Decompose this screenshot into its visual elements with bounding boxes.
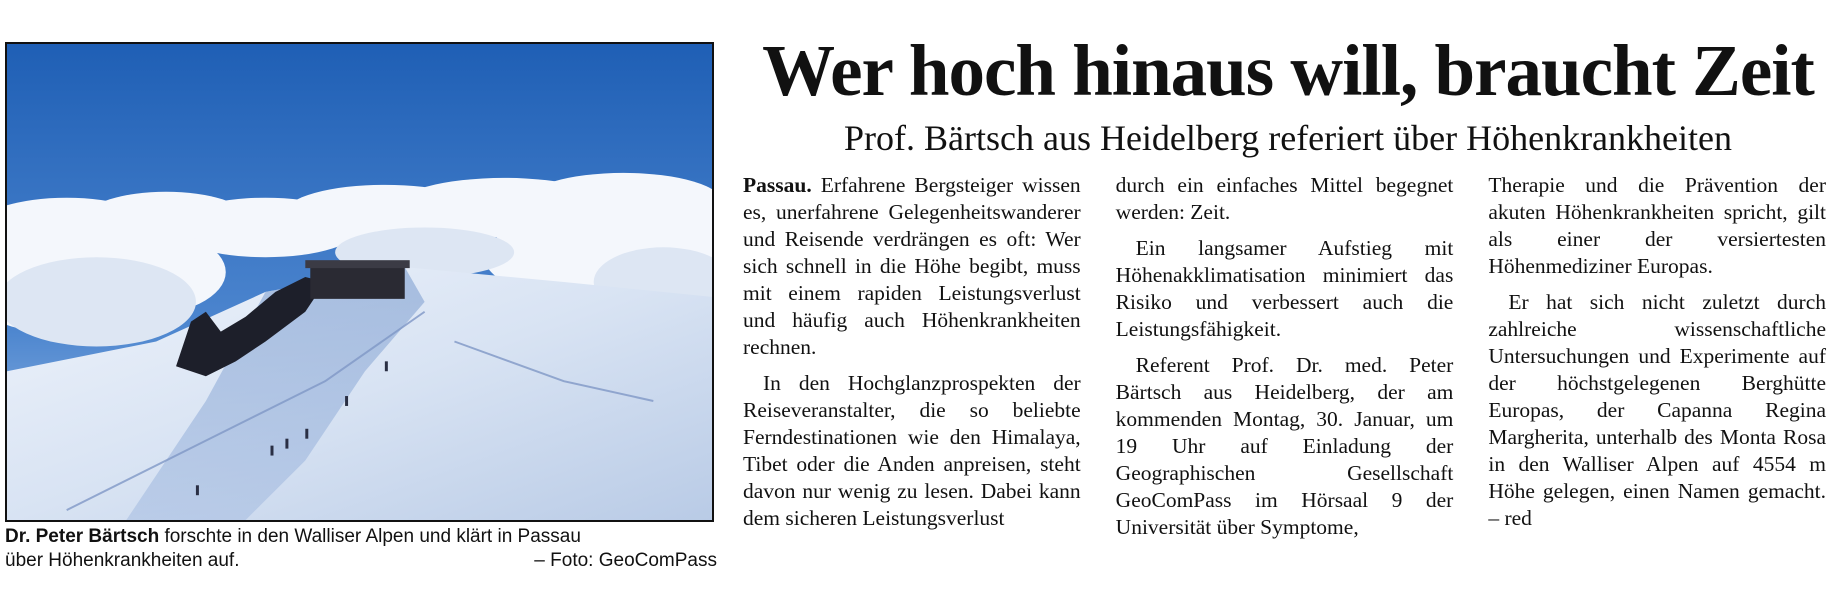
paragraph: Therapie und die Prävention der akuten Höhenkrankheiten spricht, gilt als einer der versiertesten Höhenmediziner Europas. bbox=[1488, 173, 1827, 278]
article-body bbox=[743, 172, 1826, 550]
caption-name: Dr. Peter Bärtsch bbox=[5, 526, 160, 547]
paragraph: durch ein einfaches Mittel begegnet werden: Zeit. bbox=[1115, 173, 1454, 224]
paragraph-text: Er hat sich nicht zuletzt durch zahlreiche wissenschaftliche Untersuchungen und Experimente auf der höchstgelegenen Berghütte Europas, der Capanna Regina Margherita, unterhalb des Monta Rosa in den Walliser Alpen auf 4554 m Höhe gelegen, einen Namen gemacht. bbox=[1488, 290, 1827, 503]
mountain-hut-photo bbox=[7, 44, 712, 520]
caption-line-2 bbox=[5, 549, 717, 573]
caption-line-1 bbox=[5, 525, 717, 549]
caption-text: forschte in den Walliser Alpen und klärt in Passau bbox=[159, 526, 581, 547]
column-3 bbox=[1488, 172, 1826, 550]
dateline: Passau. bbox=[743, 173, 812, 197]
paragraph: Referent Prof. Dr. med. Peter Bärtsch aus Heidelberg, der am kommenden Montag, 30. Januar, um 19 Uhr auf Einladung der Geographischen Gesellschaft GeoComPass im Hörsaal 9 der Universität über Symptome, bbox=[1115, 353, 1454, 539]
column-2 bbox=[1116, 172, 1454, 550]
paragraph-text: Erfahrene Bergsteiger wissen es, unerfahrene Gelegenheitswanderer und Reisende verdrängen es oft: Wer sich schnell in die Höhe begibt, muss mit einem rapiden Leistungsverlust und häufig auch Höhenkrankheiten rechnen. bbox=[743, 173, 1081, 359]
photo-credit: – Foto: GeoComPass bbox=[534, 550, 717, 571]
photo-caption bbox=[5, 525, 717, 573]
column-1 bbox=[743, 172, 1081, 550]
subheadline: Prof. Bärtsch aus Heidelberg referiert über Höhenkrankheiten bbox=[844, 118, 1732, 158]
article-photo bbox=[5, 42, 714, 522]
paragraph bbox=[743, 172, 1081, 361]
caption-text-2: über Höhenkrankheiten auf. bbox=[5, 550, 240, 571]
paragraph: Ein langsamer Aufstieg mit Höhenakklimatisation minimiert das Risiko und verbessert auch die Leistungsfähigkeit. bbox=[1115, 236, 1454, 341]
paragraph: In den Hochglanzprospekten der Reiseveranstalter, die so beliebte Ferndestinationen wie den Himalaya, Tibet oder die Anden anpreisen, steht davon nur wenig zu lesen. Dabei kann dem sicheren Leistungsverlust bbox=[743, 371, 1081, 530]
paragraph bbox=[1488, 289, 1826, 532]
headline: Wer hoch hinaus will, braucht Zeit bbox=[762, 30, 1814, 111]
author-signature: – red bbox=[1488, 506, 1532, 530]
